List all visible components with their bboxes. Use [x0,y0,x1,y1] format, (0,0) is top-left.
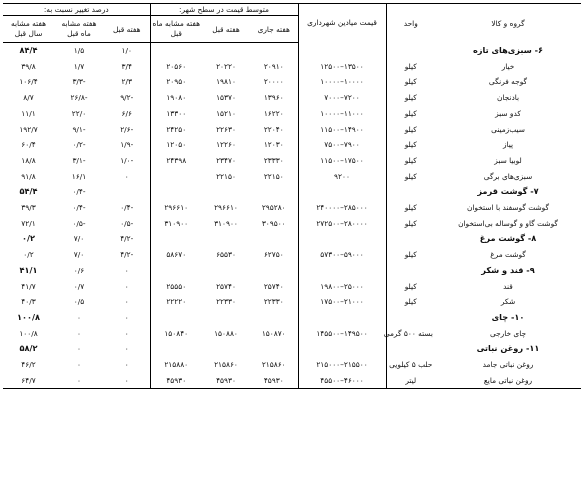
header-pct-month: هفته مشابه ماه قبل [54,16,104,43]
avg-current-cell: ۶۲۷۵۰ [263,250,284,260]
avg-prev-cell: ۲۲۱۵۰ [216,171,236,181]
header-pct-year: هفته مشابه سال قبل [3,16,54,43]
avg-month-cell: ۴۵۹۳۰ [150,373,202,389]
table-row [3,326,581,342]
group-row [3,231,581,247]
avg-current-cell: ۱۶۲۲۰ [263,108,284,118]
unit-cell: کیلو [404,124,417,134]
avg-current-cell: ۲۱۵۸۶۰ [261,360,286,370]
pct-prev-cell: ۶/۶ [121,108,132,118]
pct-prev-cell: -۰/۴ [120,203,134,213]
avg-current-cell: ۱۳۹۶۰ [263,93,284,103]
avg-month-cell: ۱۵۰۸۴۰ [150,326,202,342]
header-avg-price: متوسط قیمت در سطح شهر: [150,4,298,16]
item-name: ۹- قند و شکر [481,264,535,275]
pct-prev-cell: ۰ [124,344,129,354]
pct-month-cell: ۰/۵ [73,297,85,307]
avg-prev-cell: ۱۵۰۸۸۰ [214,328,238,338]
pct-year-cell: ۰/۲ [22,233,35,244]
table-row [3,279,581,295]
pct-prev-cell: ۰ [124,297,129,307]
avg-current-cell: ۲۲۳۳۰ [263,297,284,307]
item-name: گوشت گاو و گوساله بی‌استخوان [458,218,558,228]
pct-prev-cell: -۰/۵ [120,218,134,228]
unit-cell: کیلو [404,140,417,150]
avg-month-cell: ۲۰۵۶۰ [150,59,202,75]
unit-cell: کیلو [404,281,417,291]
pct-month-cell: ۷/۰ [73,234,85,244]
pct-year-cell: ۴۱/۷ [21,281,36,291]
header-pct-change: درصد تغییر نسبت به: [3,4,150,16]
market-price-cell: ۱۴۹۰۰–۱۱۵۰۰ [298,122,386,138]
avg-month-cell: ۱۹۰۸۰ [150,90,202,106]
pct-month-cell: -۰/۵ [72,218,86,228]
pct-month-cell: -۳/۳ [72,77,86,87]
pct-month-cell: -۰/۲ [72,140,86,150]
avg-current-cell: ۴۵۹۳۰ [250,373,298,389]
avg-month-cell: ۲۰۹۵۰ [150,74,202,90]
market-price-cell [298,43,386,59]
market-price-cell: ۱۷۵۰۰–۱۱۵۰۰ [298,153,386,169]
header-unit: واحد [386,4,435,43]
item-name: قند [503,281,513,291]
avg-prev-cell: ۱۹۸۱۰ [216,77,236,87]
item-name: خیار [501,61,515,71]
unit-cell: کیلو [404,171,417,181]
avg-month-cell: ۲۴۳۹۸ [150,153,202,169]
pct-month-cell: ۰/۶ [73,265,85,275]
unit-cell: بسته ۵۰۰ گرمی [383,328,433,338]
table-row [3,169,581,185]
avg-current-cell: ۲۵۷۴۰ [263,281,284,291]
avg-prev-cell [202,310,250,326]
pct-year-cell: ۰/۲ [23,250,34,260]
table-row [3,90,581,106]
table-body [3,43,581,389]
pct-month-cell: -۰/۴ [72,203,86,213]
pct-prev-cell: ۰ [124,328,129,338]
pct-year-cell: ۸/۷ [23,93,34,103]
pct-month-cell: -۹/۱ [72,124,86,134]
pct-year-cell: ۴۱/۱ [19,264,38,275]
item-name: بادنجان [496,93,520,103]
avg-current-cell [250,341,298,357]
table-row [3,373,581,389]
pct-year-cell: ۵۴/۴ [19,186,38,197]
pct-year-cell: ۶۰/۴ [21,140,36,150]
avg-month-cell [150,341,202,357]
pct-prev-cell: -۲/۶ [120,124,134,134]
avg-prev-cell: ۲۹۶۶۱۰ [214,203,238,213]
unit-cell [386,310,435,326]
market-price-cell: ۱۰۰۰۰–۱۰۰۰۰ [298,74,386,90]
avg-month-cell: ۱۲۰۵۰ [150,137,202,153]
pct-prev-cell [104,184,150,200]
group-row [3,184,581,200]
avg-month-cell: ۲۱۵۸۸۰ [150,357,202,373]
avg-current-cell: ۱۲۰۳۰ [263,140,284,150]
pct-month-cell: ۲۲/۰ [71,108,87,118]
avg-prev-cell [202,231,250,247]
avg-current-cell: ۳۰۹۵۰۰ [261,218,286,228]
avg-month-cell [150,231,202,247]
item-name: ۱۰- چای [491,311,525,322]
group-row [3,43,581,59]
market-price-cell [298,310,386,326]
market-price-cell: ۲۱۵۵۰۰–۲۱۵۰۰۰ [298,357,386,373]
avg-prev-cell [202,341,250,357]
pct-month-cell: ۰/۷ [73,281,85,291]
pct-year-cell: ۱۰۰/۸ [17,311,40,322]
avg-current-cell [250,184,298,200]
unit-cell [386,231,435,247]
pct-prev-cell: ۰ [124,312,129,322]
item-name: ۷- گوشت قرمز [477,186,539,197]
pct-month-cell: ۰ [77,312,81,322]
avg-prev-cell: ۶۵۵۳۰ [216,250,236,260]
pct-year-cell: ۹۱/۸ [21,171,36,181]
pct-year-cell: ۱۹۲/۷ [19,124,38,134]
pct-prev-cell: ۰ [124,360,129,370]
item-name: شکر [500,297,516,307]
item-name: روغن نباتی جامد [482,360,534,370]
avg-prev-cell: ۲۰۲۲۰ [216,61,236,71]
group-row [3,310,581,326]
avg-prev-cell: ۲۲۳۳۰ [216,297,236,307]
avg-month-cell [150,263,202,279]
item-name: کدو سبز [495,108,521,118]
header-avg-prev: هفته قبل [202,16,250,43]
item-name: ۸- گوشت مرغ [479,233,537,244]
item-name: ۱۱- روغن نباتی [476,343,540,354]
pct-year-cell: ۴۰/۳ [21,297,36,307]
pct-year-cell: ۳۹/۸ [21,61,36,71]
header-group: گروه و کالا [435,4,581,43]
unit-cell: کیلو [404,108,417,118]
table-row [3,153,581,169]
pct-month-cell: ۰ [77,360,81,370]
table-row [3,122,581,138]
market-price-cell [298,231,386,247]
market-price-cell [298,263,386,279]
avg-prev-cell [202,43,250,59]
avg-prev-cell: ۱۵۲۱۰ [216,108,236,118]
pct-year-cell: ۶۴/۷ [3,373,54,389]
market-price-cell: ۲۸۵۰۰۰–۲۴۰۰۰۰ [298,200,386,216]
pct-prev-cell: ۲/۳ [121,77,132,87]
table-row [3,200,581,216]
market-price-cell: ۱۱۰۰۰–۱۰۰۰۰ [298,106,386,122]
avg-current-cell: ۲۰۹۱۰ [263,61,284,71]
avg-prev-cell: ۱۲۲۶۰ [216,140,236,150]
pct-month-cell: ۰ [77,344,81,354]
item-name: ۶- سبزی‌های تازه [472,44,544,55]
pct-year-cell: ۱۱/۱ [21,108,36,118]
item-name: گوجه فرنگی [488,77,528,87]
unit-cell [386,43,435,59]
pct-year-cell: ۱۸/۸ [21,155,36,165]
unit-cell: کیلو [404,77,417,87]
avg-current-cell: ۲۹۵۲۸۰ [261,203,286,213]
item-name: روغن نباتی مایع [435,373,581,389]
avg-prev-cell: ۲۱۵۸۶۰ [214,360,238,370]
avg-current-cell: ۲۲۰۴۰ [263,124,284,134]
avg-current-cell: ۲۰۰۰۰ [263,77,284,87]
avg-prev-cell [202,263,250,279]
pct-year-cell: ۱۰۰/۸ [19,328,38,338]
header-avg-current: هفته جاری [250,16,298,43]
avg-month-cell [150,43,202,59]
avg-current-cell: ۲۲۱۵۰ [263,171,284,181]
pct-month-cell: ۰ [54,373,104,389]
item-name: چای خارجی [489,328,527,338]
header-pct-prev: هفته قبل [104,16,150,43]
avg-current-cell [250,43,298,59]
avg-month-cell [150,184,202,200]
pct-month-cell: -۳/۱ [72,155,86,165]
pct-year-cell: ۱۰۶/۴ [19,77,38,87]
unit-cell: کیلو [404,297,417,307]
table-row [3,137,581,153]
unit-cell: کیلو [404,218,417,228]
table-row [3,357,581,373]
avg-prev-cell: ۱۵۳۷۰ [216,93,236,103]
table-row [3,74,581,90]
avg-month-cell: ۲۲۲۲۰ [150,294,202,310]
avg-prev-cell [202,184,250,200]
pct-year-cell: ۷۲/۱ [21,218,36,228]
item-name: گوشت مرغ [490,250,526,260]
unit-cell: کیلو [404,61,417,71]
avg-current-cell: ۲۳۳۳۰ [263,155,284,165]
pct-month-cell: ۱/۵ [73,46,85,55]
unit-cell: حلب ۵ کیلویی [389,360,433,370]
avg-month-cell: ۲۵۵۵۰ [150,279,202,295]
table-row [3,247,581,263]
pct-month-cell: ۷/۰ [73,250,85,260]
unit-cell: کیلو [404,93,417,103]
pct-prev-cell: ۰ [124,265,129,275]
item-name: لوبیا سبز [494,155,522,165]
avg-prev-cell: ۲۳۴۷۰ [216,155,236,165]
avg-prev-cell: ۲۲۶۳۰ [216,124,236,134]
item-name: سبزی‌های برگی [483,171,533,181]
market-price-cell: ۷۲۰۰–۷۰۰۰ [298,90,386,106]
table-row [3,216,581,232]
item-name: پیاز [502,140,514,150]
pct-year-cell: ۵۸/۲ [19,343,38,354]
unit-cell: کیلو [404,203,417,213]
market-price-cell: ۲۱۰۰۰–۱۷۵۰۰ [298,294,386,310]
pct-prev-cell: ۱/۰ [121,46,132,55]
pct-year-cell: ۳۹/۳ [21,203,36,213]
market-price-cell: ۵۹۰۰۰–۵۷۳۰۰ [298,247,386,263]
pct-month-cell: ۰ [77,328,81,338]
avg-month-cell [150,310,202,326]
pct-prev-cell: -۱/۰ [120,155,134,165]
market-price-cell: ۲۸۰۰۰۰–۲۷۲۵۰۰ [298,216,386,232]
avg-prev-cell: ۲۵۷۴۰ [216,281,236,291]
market-price-cell: ۱۳۵۰۰–۱۲۵۰۰ [298,59,386,75]
unit-cell: لیتر [386,373,435,389]
avg-current-cell [250,231,298,247]
pct-prev-cell: ۰ [104,373,150,389]
avg-month-cell: ۲۴۲۵۰ [150,122,202,138]
unit-cell [386,263,435,279]
avg-current-cell: ۱۵۰۸۷۰ [261,328,286,338]
avg-month-cell: ۵۸۶۷۰ [150,247,202,263]
group-row [3,341,581,357]
pct-prev-cell: -۴/۲ [120,250,134,260]
group-row [3,263,581,279]
pct-prev-cell: ۳/۴ [121,61,132,71]
pct-month-cell: ۱/۷ [73,61,85,71]
item-name: گوشت گوسفند با استخوان [466,203,550,213]
table-row [3,106,581,122]
pct-prev-cell: -۴/۲ [120,234,134,244]
market-price-cell [298,184,386,200]
pct-month-cell: -۲۶/۸ [70,93,88,103]
pct-prev-cell: ۰ [124,281,129,291]
header-market-price: قیمت میادین شهرداری [298,4,386,43]
avg-month-cell: ۱۳۳۰۰ [150,106,202,122]
table-row [3,294,581,310]
avg-month-cell: ۲۹۶۶۱۰ [150,200,202,216]
market-price-cell: ۹۲۰۰ [298,169,386,185]
market-price-cell: ۱۴۹۵۰۰–۱۴۵۵۰۰ [298,326,386,342]
pct-month-cell: -۰/۴ [72,187,86,197]
avg-prev-cell: ۳۱۰۹۰۰ [214,218,238,228]
avg-prev-cell: ۴۵۹۳۰ [202,373,250,389]
avg-month-cell [150,169,202,185]
price-table [3,3,581,389]
item-name: سیب‌زمینی [491,124,525,134]
avg-current-cell [250,310,298,326]
unit-cell [386,184,435,200]
market-price-cell: ۲۵۰۰۰–۱۹۸۰۰ [298,279,386,295]
table-row [3,59,581,75]
avg-current-cell [250,263,298,279]
pct-month-cell: ۱۶/۱ [71,171,87,181]
market-price-cell [298,341,386,357]
unit-cell [386,341,435,357]
unit-cell: کیلو [404,250,417,260]
header-avg-month: هفته مشابه ماه قبل [150,16,202,43]
pct-year-cell: ۸۴/۴ [19,45,38,55]
pct-year-cell: ۴۶/۲ [21,360,36,370]
unit-cell: کیلو [404,155,417,165]
avg-month-cell: ۳۱۰۹۰۰ [150,216,202,232]
market-price-cell: ۴۶۰۰۰–۴۵۵۰۰ [298,373,386,389]
market-price-cell: ۷۹۰۰–۷۵۰۰ [298,137,386,153]
pct-prev-cell: -۹/۲ [120,93,134,103]
pct-prev-cell: ۰ [124,171,129,181]
pct-prev-cell: -۱/۹ [120,140,134,150]
